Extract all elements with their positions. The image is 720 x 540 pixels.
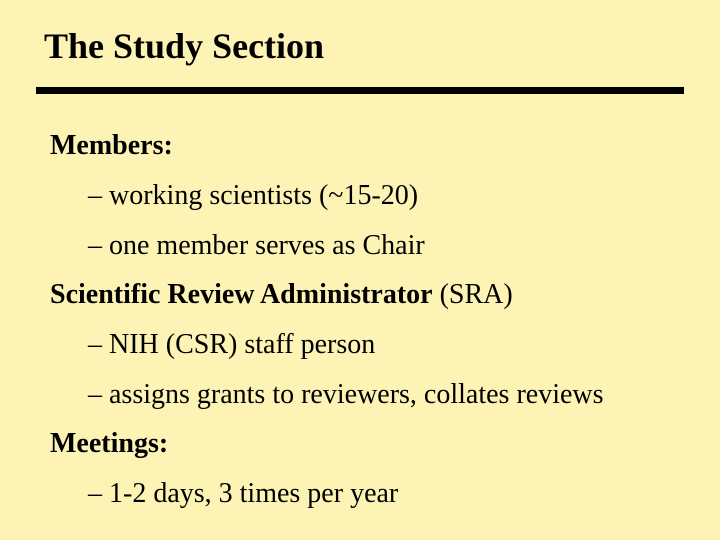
members-bullet-count: – working scientists (~15-20) <box>88 180 419 211</box>
sra-heading <box>50 278 513 312</box>
members-bullet-chair: – one member serves as Chair <box>88 230 425 261</box>
slide-title: The Study Section <box>44 26 325 66</box>
sra-bullet-assigns: – assigns grants to reviewers, collates reviews <box>88 379 604 410</box>
meetings-bullet-frequency: – 1-2 days, 3 times per year <box>88 478 399 509</box>
members-heading: Members: <box>50 130 173 161</box>
meetings-heading: Meetings: <box>50 428 169 459</box>
sra-heading-bold: Scientific Review Administrator <box>50 279 433 310</box>
sra-heading-abbrev: (SRA) <box>432 279 513 310</box>
sra-bullet-staff: – NIH (CSR) staff person <box>88 329 376 360</box>
title-divider <box>36 87 684 94</box>
